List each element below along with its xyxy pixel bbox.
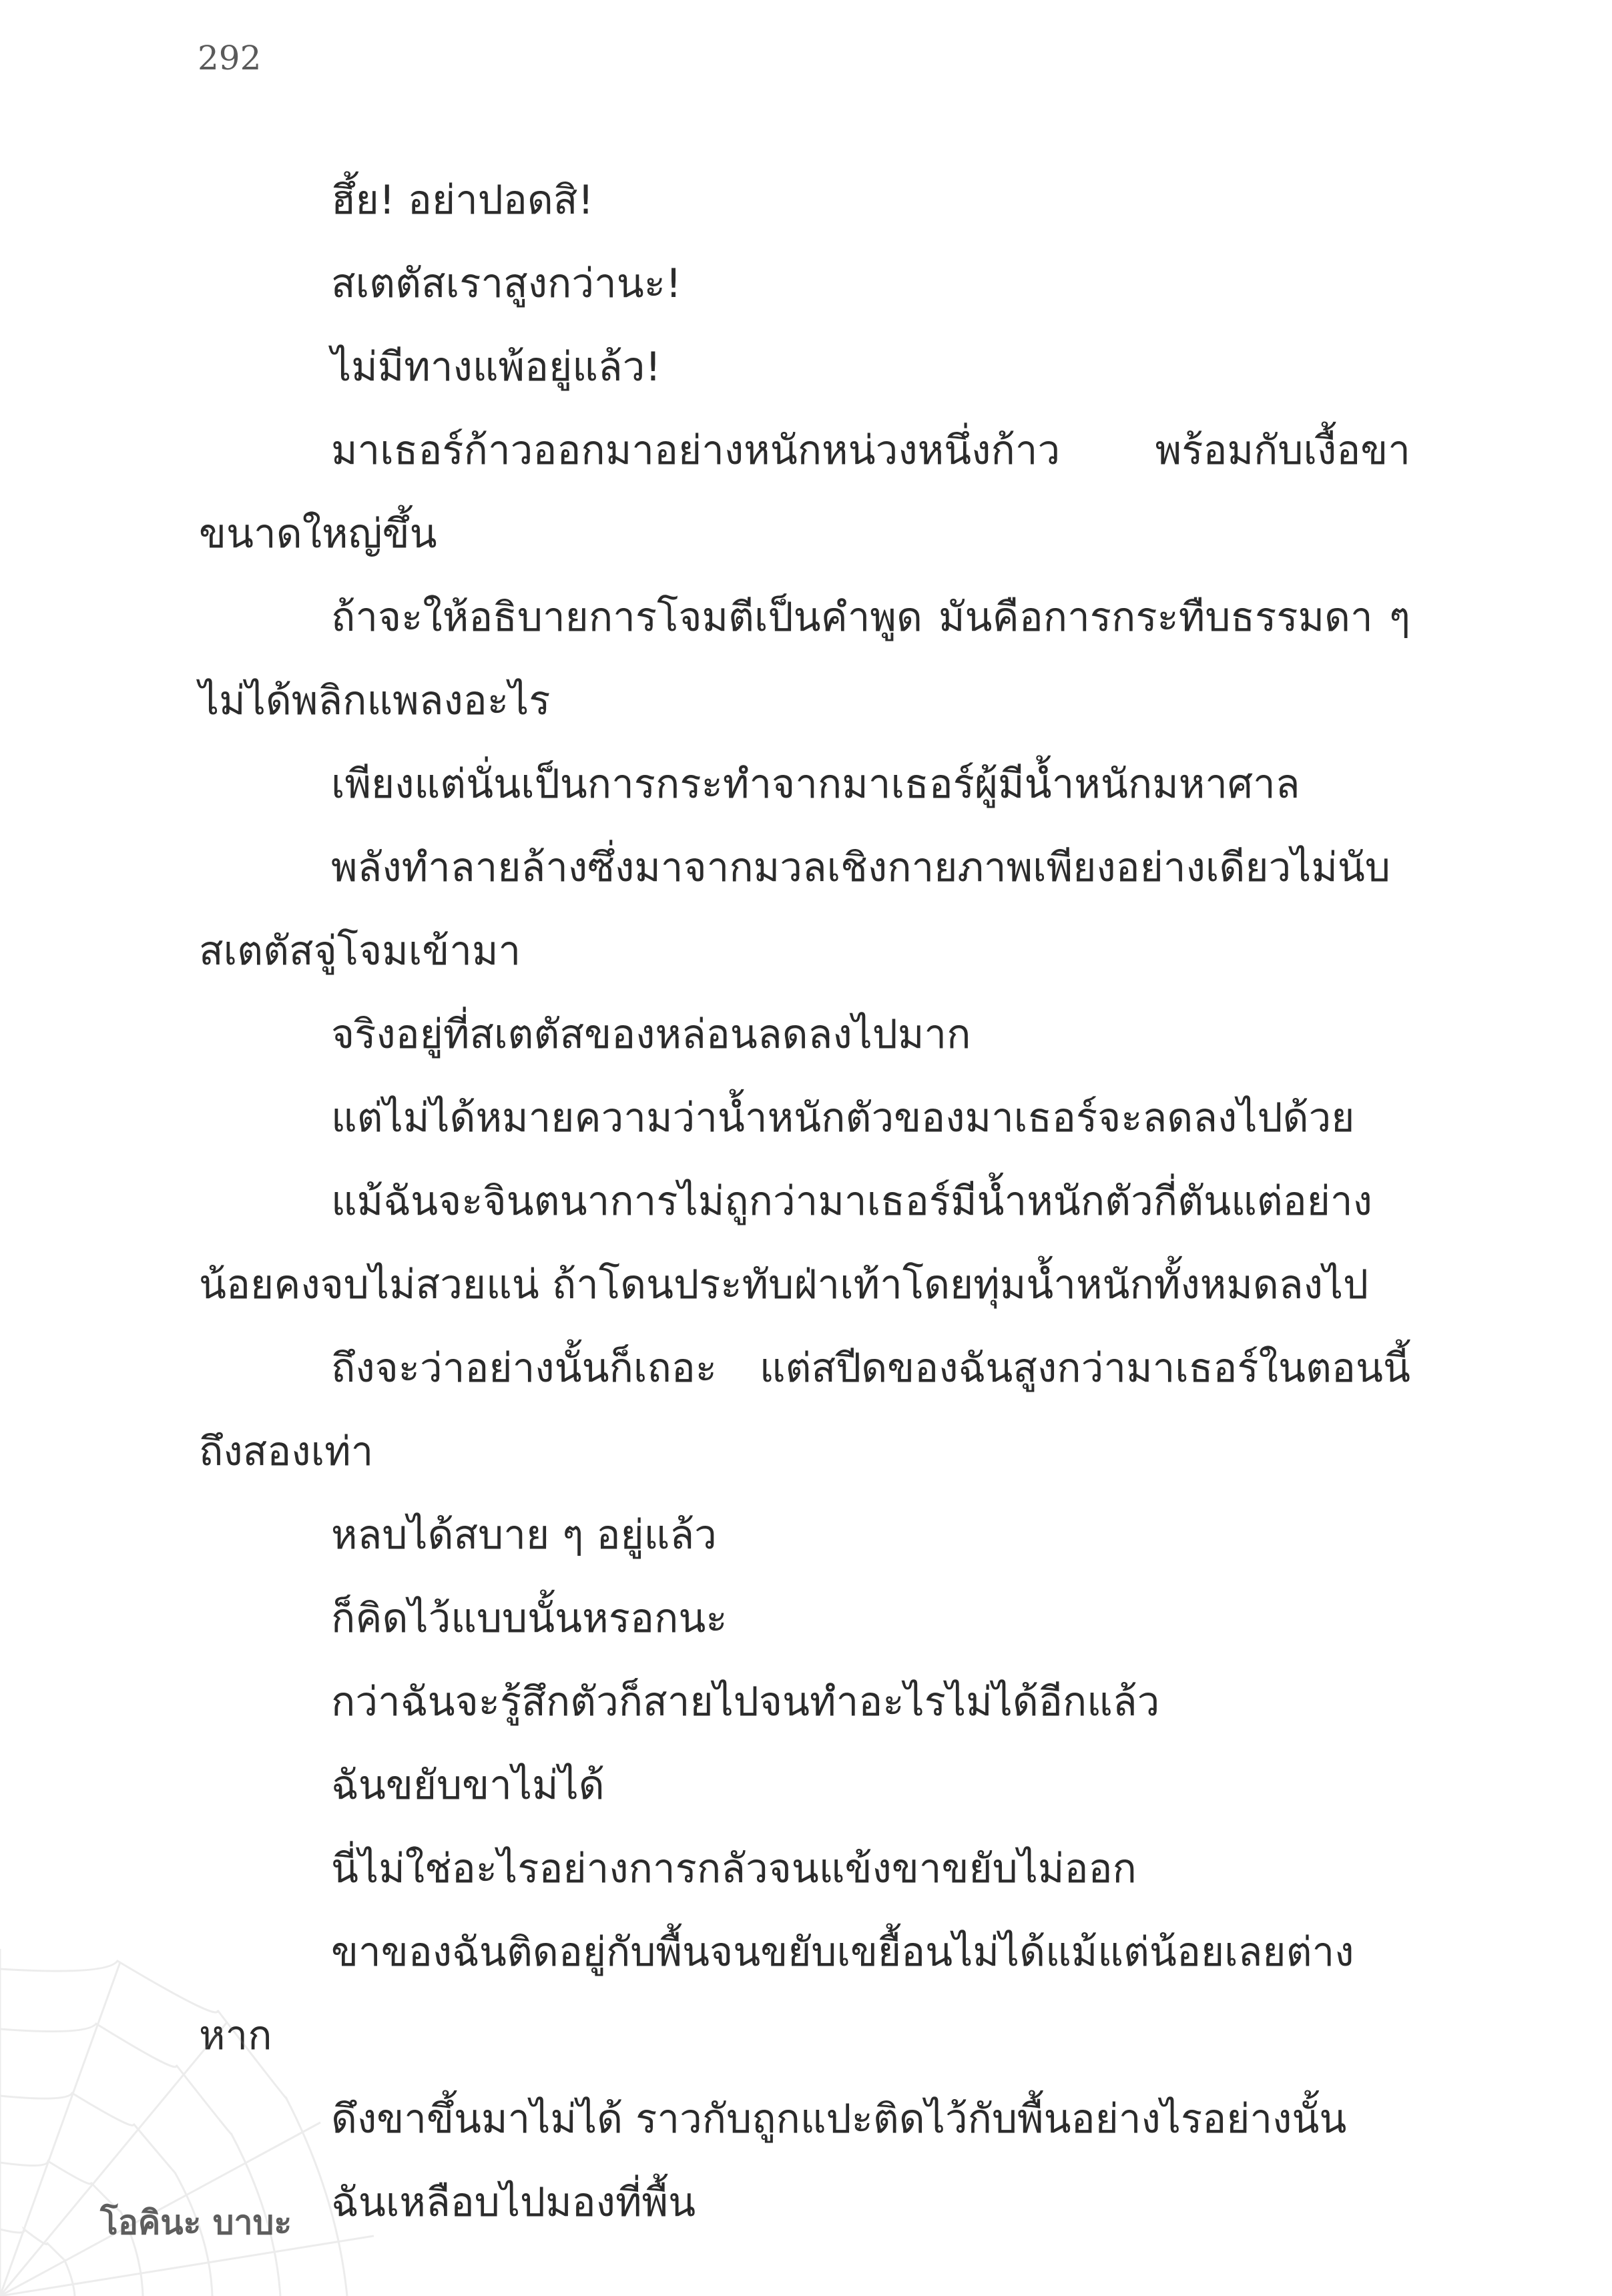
paragraph: เพียงแต่นั่นเป็นการกระทำจากมาเธอร์ผู้มีน้ำหนักมหาศาล bbox=[331, 761, 1300, 808]
paragraph: แต่ไม่ได้หมายความว่าน้ำหนักตัวของมาเธอร์จะลดลงไปด้วย bbox=[331, 1095, 1355, 1141]
paragraph: จริงอยู่ที่สเตตัสของหล่อนลดลงไปมาก bbox=[331, 1011, 971, 1058]
paragraph: กว่าฉันจะรู้สึกตัวก็สายไปจนทำอะไรไม่ได้อีกแล้ว bbox=[331, 1679, 1160, 1725]
paragraph: ฉันขยับขาไม่ได้ bbox=[331, 1762, 605, 1809]
paragraph: ไม่มีทางแพ้อยู่แล้ว! bbox=[331, 344, 661, 390]
paragraph: ถ้าจะให้อธิบายการโจมตีเป็นคำพูด มันคือการกระทืบธรรมดา ๆ ไม่ได้พลิกแพลงอะไร bbox=[199, 594, 1410, 724]
paragraph: ฉันเหลือบไปมองที่พื้น bbox=[331, 2179, 696, 2226]
paragraph: หลบได้สบาย ๆ อยู่แล้ว bbox=[331, 1512, 717, 1558]
spider-web-icon bbox=[0, 1949, 374, 2296]
paragraph: ขาของฉันติดอยู่กับพื้นจนขยับเขยื้อนไม่ได้แม้แต่น้อยเลยต่างหาก bbox=[199, 1929, 1354, 2059]
paragraph: แม้ฉันจะจินตนาการไม่ถูกว่ามาเธอร์มีน้ำหนักตัวกี่ตันแต่อย่างน้อยคงจบไม่สวยแน่ ถ้าโดนประทับฝ่าเท้าโดยทุ่มน้ำหนักทั้งหมดลงไป bbox=[199, 1178, 1372, 1308]
paragraph: ฮึ้ย! อย่าปอดสิ! bbox=[331, 177, 594, 224]
paragraph: ดึงขาขึ้นมาไม่ได้ ราวกับถูกแปะติดไว้กับพื้นอย่างไรอย่างนั้น bbox=[331, 2096, 1347, 2142]
body-text bbox=[199, 159, 1410, 2245]
paragraph: ถึงจะว่าอย่างนั้นก็เถอะ แต่สปีดของฉันสูงกว่ามาเธอร์ในตอนนี้ถึงสองเท่า bbox=[199, 1345, 1410, 1475]
author-name: โอคินะ บาบะ bbox=[100, 2203, 292, 2242]
page-number: 292 bbox=[198, 39, 262, 77]
paragraph: นี่ไม่ใช่อะไรอย่างการกลัวจนแข้งขาขยับไม่ออก bbox=[331, 1845, 1137, 1892]
paragraph: มาเธอร์ก้าวออกมาอย่างหนักหน่วงหนึ่งก้าว พร้อมกับเงื้อขาขนาดใหญ่ขึ้น bbox=[199, 427, 1410, 557]
paragraph: พลังทำลายล้างซึ่งมาจากมวลเชิงกายภาพเพียงอย่างเดียวไม่นับสเตตัสจู่โจมเข้ามา bbox=[199, 844, 1391, 974]
paragraph: ก็คิดไว้แบบนั้นหรอกนะ bbox=[331, 1595, 728, 1642]
paragraph: สเตตัสเราสูงกว่านะ! bbox=[331, 260, 682, 307]
